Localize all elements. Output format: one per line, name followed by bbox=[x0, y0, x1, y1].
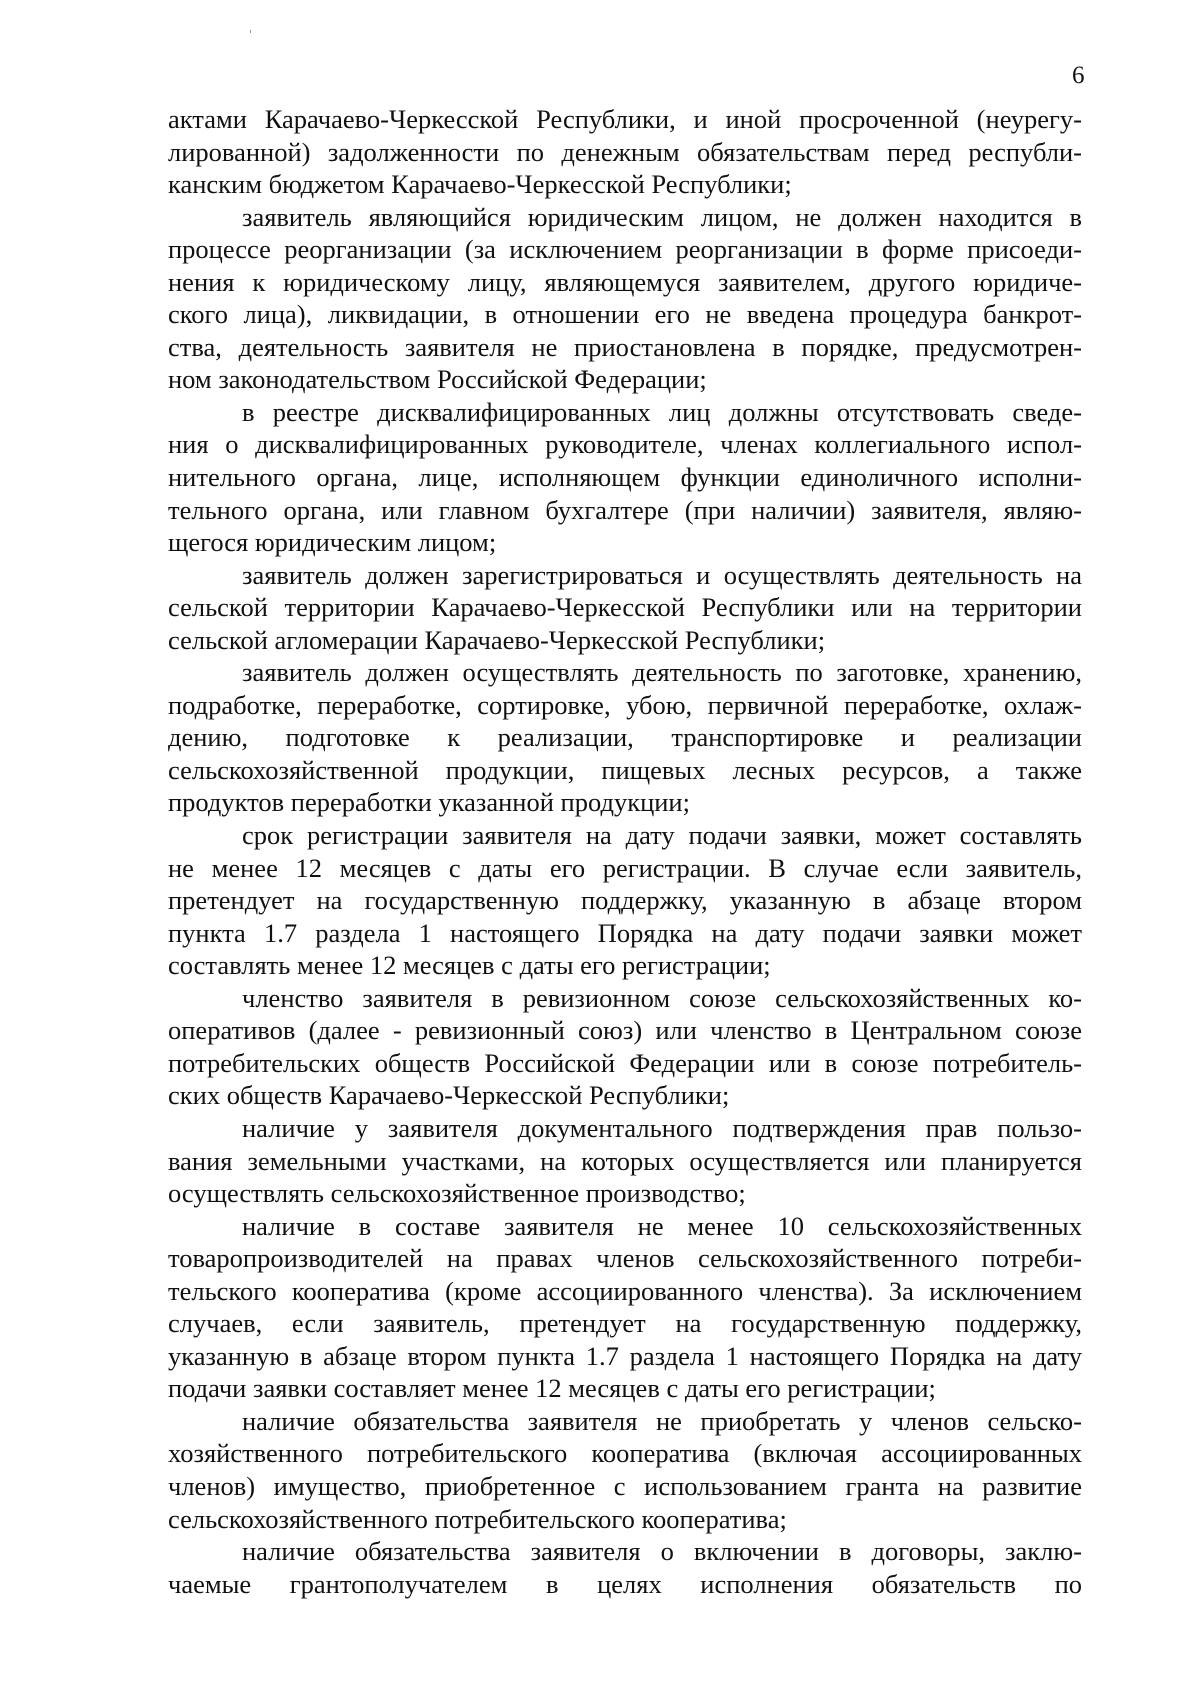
text-line: в реестре дисквалифицированных лиц должны отсутствовать сведе- bbox=[242, 396, 1082, 427]
text-line: сельской агломерации Карачаево-Черкесской Республики; bbox=[168, 624, 826, 655]
text-line: щегося юридическим лицом; bbox=[168, 527, 497, 558]
text-line: продуктов переработки указанной продукции; bbox=[168, 787, 690, 818]
text-line: ства, деятельность заявителя не приостановлена в порядке, предусмотрен- bbox=[168, 331, 1082, 362]
body-text bbox=[168, 103, 1082, 1600]
text-line: членство заявителя в ревизионном союзе сельскохозяйственных ко- bbox=[242, 982, 1082, 1013]
text-line: сельскохозяйственной продукции, пищевых лесных ресурсов, а также bbox=[168, 754, 1082, 785]
text-line: актами Карачаево-Черкесской Республики, и иной просроченной (неурегу- bbox=[168, 104, 1082, 134]
text-line: осуществлять сельскохозяйственное производство; bbox=[168, 1178, 746, 1209]
text-line: срок регистрации заявителя на дату подачи заявки, может составлять bbox=[242, 820, 1082, 851]
page-number: 6 bbox=[1072, 62, 1085, 89]
text-line: чаемые грантополучателем в целях исполнения обязательств по bbox=[168, 1568, 1082, 1599]
scan-speck bbox=[250, 30, 251, 33]
text-line: наличие обязательства заявителя не приобретать у членов сельско- bbox=[242, 1405, 1082, 1436]
text-line: процессе реорганизации (за исключением реорганизации в форме присоеди- bbox=[168, 234, 1082, 265]
text-line: членов) имущество, приобретенное с использованием гранта на развитие bbox=[168, 1470, 1082, 1501]
text-line: наличие обязательства заявителя о включении в договоры, заклю- bbox=[242, 1536, 1082, 1567]
text-line: сельской территории Карачаево-Черкесской Республики или на территории bbox=[168, 592, 1082, 623]
text-line: нения к юридическому лицу, являющемуся заявителем, другого юридиче- bbox=[168, 266, 1082, 297]
text-line: указанную в абзаце втором пункта 1.7 раздела 1 настоящего Порядка на дату bbox=[168, 1340, 1082, 1371]
text-line: составлять менее 12 месяцев с даты его регистрации; bbox=[168, 950, 771, 981]
text-line: оперативов (далее - ревизионный союз) или членство в Центральном союзе bbox=[168, 1015, 1082, 1046]
text-line: товаропроизводителей на правах членов сельскохозяйственного потреби- bbox=[168, 1243, 1082, 1274]
text-line: тельного органа, или главном бухгалтере (при наличии) заявителя, являю- bbox=[168, 494, 1082, 525]
text-line: лированной) задолженности по денежным обязательствам перед республи- bbox=[168, 136, 1082, 167]
text-line: дению, подготовке к реализации, транспортировке и реализации bbox=[168, 722, 1082, 753]
text-line: претендует на государственную поддержку, указанную в абзаце втором bbox=[168, 885, 1082, 916]
text-line: потребительских обществ Российской Федерации или в союзе потребитель- bbox=[168, 1047, 1082, 1078]
text-line: вания земельными участками, на которых осуществляется или планируется bbox=[168, 1145, 1082, 1176]
text-line: нительного органа, лице, исполняющем функции единоличного исполни- bbox=[168, 462, 1082, 493]
text-line: ского лица), ликвидации, в отношении его не введена процедура банкрот- bbox=[168, 299, 1082, 330]
text-line: заявитель должен осуществлять деятельность по заготовке, хранению, bbox=[242, 657, 1082, 688]
text-line: хозяйственного потребительского кооператива (включая ассоциированных bbox=[168, 1438, 1082, 1469]
text-line: подачи заявки составляет менее 12 месяцев с даты его регистрации; bbox=[168, 1373, 936, 1404]
text-line: пункта 1.7 раздела 1 настоящего Порядка на дату подачи заявки может bbox=[168, 917, 1082, 948]
text-line: ских обществ Карачаево-Черкесской Республики; bbox=[168, 1080, 730, 1111]
text-line: не менее 12 месяцев с даты его регистрации. В случае если заявитель, bbox=[168, 852, 1082, 883]
text-line: наличие у заявителя документального подтверждения прав пользо- bbox=[242, 1112, 1082, 1143]
text-line: заявитель являющийся юридическим лицом, не должен находится в bbox=[242, 201, 1082, 232]
text-line: канским бюджетом Карачаево-Черкесской Республики; bbox=[168, 169, 792, 200]
text-line: сельскохозяйственного потребительского кооператива; bbox=[168, 1503, 787, 1534]
text-line: случаев, если заявитель, претендует на государственную поддержку, bbox=[168, 1308, 1082, 1339]
text-line: ния о дисквалифицированных руководителе, членах коллегиального испол- bbox=[168, 429, 1082, 460]
text-line: заявитель должен зарегистрироваться и осуществлять деятельность на bbox=[242, 559, 1082, 590]
text-line: ном законодательством Российской Федерации; bbox=[168, 364, 707, 395]
text-line: наличие в составе заявителя не менее 10 сельскохозяйственных bbox=[242, 1210, 1082, 1241]
text-line: подработке, переработке, сортировке, убою, первичной переработке, охлаж- bbox=[168, 689, 1082, 720]
text-line: тельского кооператива (кроме ассоциированного членства). За исключением bbox=[168, 1275, 1082, 1306]
